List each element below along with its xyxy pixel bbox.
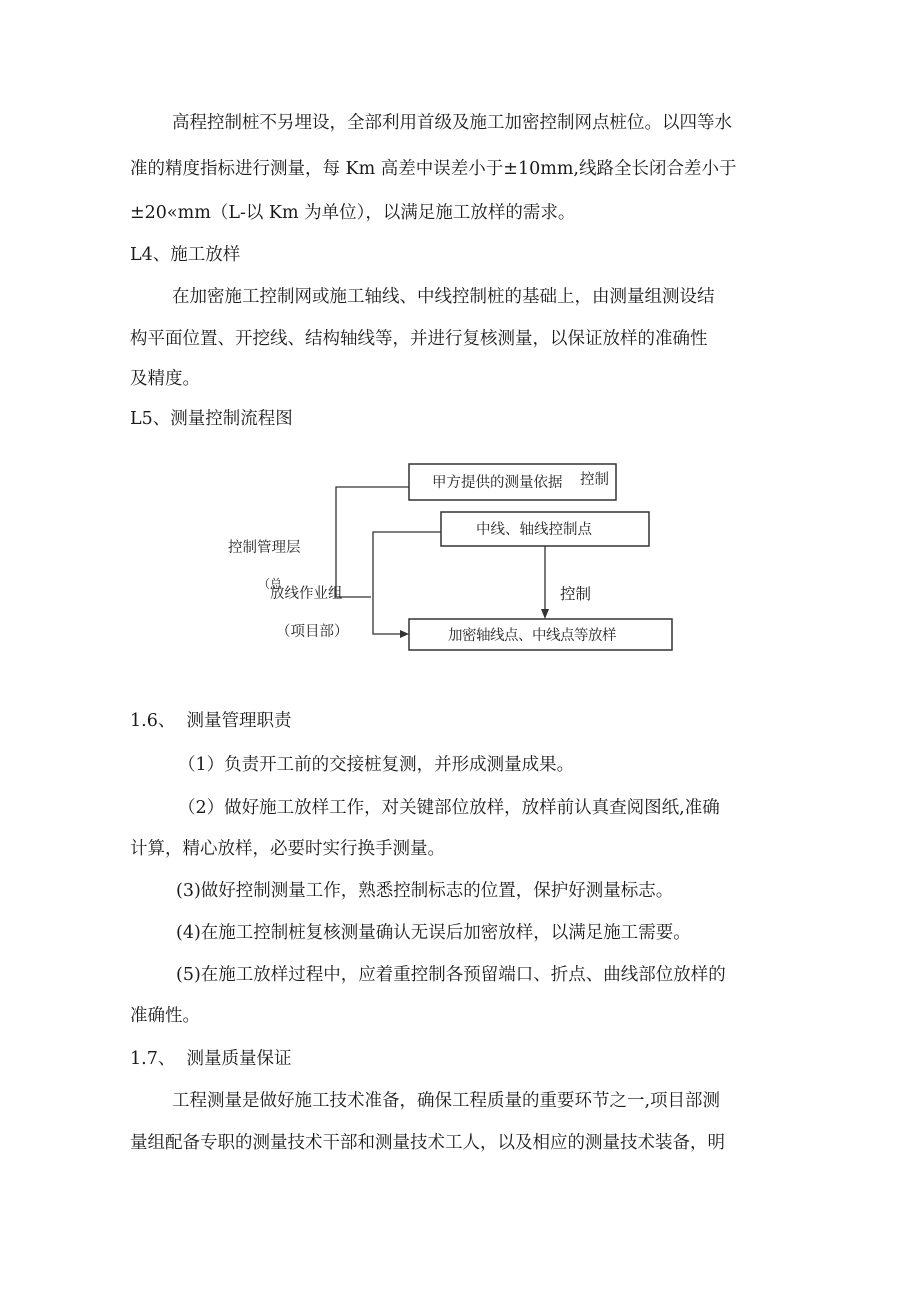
flowchart-side-label-team: 放线作业组 — [270, 586, 343, 602]
paragraph-line: 及精度。 — [130, 369, 200, 389]
paragraph-line: ±20«mm（L-以 Km 为单位），以满足施工放样的需求。 — [130, 203, 576, 223]
duty-item: 计算，精心放样，必要时实行换手测量。 — [130, 839, 445, 859]
paragraph-line: 准的精度指标进行测量，每 Km 高差中误差小于±10mm,线路全长闭合差小于 — [130, 159, 737, 179]
flowchart-box-source-label: 甲方提供的测量依据 — [432, 475, 563, 491]
measurement-control-flowchart — [0, 450, 920, 670]
duty-item: (4)在施工控制桩复核测量确认无误后加密放样，以满足施工需要。 — [176, 923, 691, 943]
arrowhead-icon — [400, 630, 409, 638]
flowchart-box-stakeout-label: 加密轴线点、中线点等放样 — [448, 628, 616, 644]
flowchart-side-label-project: （项目部） — [276, 624, 349, 640]
paragraph-line: 构平面位置、开挖线、结构轴线等，并进行复核测量，以保证放样的准确性 — [130, 329, 708, 349]
paragraph-line: 量组配备专职的测量技术干部和测量技术工人，以及相应的测量技术装备，明 — [130, 1133, 725, 1153]
paragraph-line: 工程测量是做好施工技术准备，确保工程质量的重要环节之一,项目部测 — [172, 1091, 721, 1111]
flowchart-box-control-points-label: 中线、轴线控制点 — [476, 522, 592, 538]
flowchart-side-label-prefix: （总 — [258, 577, 283, 591]
duty-item: （2）做好施工放样工作，对关键部位放样，放样前认真查阅图纸,准确 — [178, 798, 720, 818]
section-heading-1-6: 1.6、 测量管理职责 — [130, 711, 292, 731]
flowchart-box-source-overlap-label: 控制 — [580, 472, 609, 488]
arrowhead-icon — [541, 609, 549, 619]
duty-item: 准确性。 — [130, 1006, 200, 1026]
duty-item: （1）负责开工前的交接桩复测，并形成测量成果。 — [178, 755, 575, 775]
flowchart-arrow-label: 控制 — [560, 585, 592, 603]
paragraph-line: 在加密施工控制网或施工轴线、中线控制桩的基础上，由测量组测设结 — [172, 287, 715, 307]
paragraph-line: 高程控制桩不另埋设，全部利用首级及施工加密控制网点桩位。以四等水 — [172, 113, 732, 133]
section-heading-l4: L4、施工放样 — [130, 245, 241, 265]
duty-item: (3)做好控制测量工作，熟悉控制标志的位置，保护好测量标志。 — [176, 881, 674, 901]
duty-item: (5)在施工放样过程中，应着重控制各预留端口、折点、曲线部位放样的 — [176, 965, 726, 985]
flowchart-side-label-management: 控制管理层 — [228, 540, 301, 556]
section-heading-1-7: 1.7、 测量质量保证 — [130, 1049, 292, 1069]
section-heading-l5: L5、测量控制流程图 — [130, 409, 293, 429]
